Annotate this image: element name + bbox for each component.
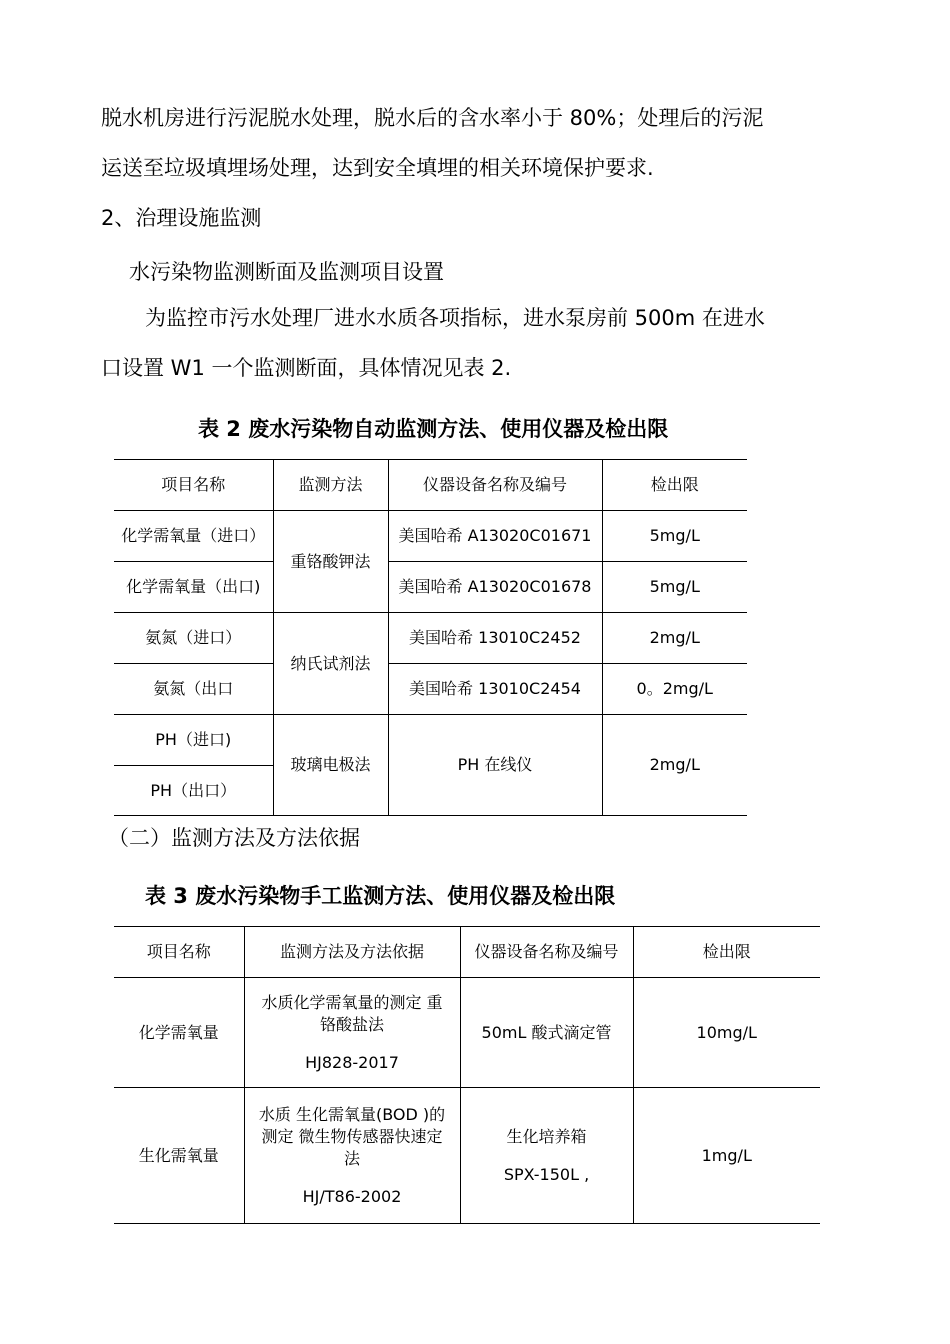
section-heading: （二）监测方法及方法依据 [108,826,360,850]
device-cell [460,978,633,1088]
table3 [114,926,820,1224]
header-cell: 项目名称 [114,927,244,978]
method-text: 水质化学需氧量的测定 重 [261,992,443,1012]
table-row [114,613,747,664]
header-cell: 项目名称 [114,460,273,511]
method-cell: 玻璃电极法 [273,715,388,816]
limit-cell: 2mg/L [602,715,747,816]
table-row [114,562,747,613]
device-text: 50mL 酸式滴定管 [481,1022,612,1042]
item-cell: 化学需氧量（出口) [114,562,273,613]
limit-cell: 10mg/L [633,978,820,1088]
header-cell: 仪器设备名称及编号 [460,927,633,978]
table2-caption: 表 2 废水污染物自动监测方法、使用仪器及检出限 [198,417,669,441]
limit-cell: 5mg/L [602,511,747,562]
device-cell: 美国哈希 A13020C01678 [388,562,602,613]
limit-cell: 2mg/L [602,613,747,664]
sub-heading: 水污染物监测断面及监测项目设置 [129,260,444,284]
item-cell: 化学需氧量 [114,978,244,1088]
section-heading: 2、治理设施监测 [101,206,262,230]
limit-cell: 0。2mg/L [602,664,747,715]
table-row [114,715,747,766]
device-model: SPX-150L , [503,1164,590,1184]
method-text: 铬酸盐法 [319,1014,384,1034]
method-standard: HJ/T86-2002 [302,1186,402,1206]
header-cell: 监测方法及方法依据 [244,927,460,978]
header-cell: 检出限 [602,460,747,511]
table-row [114,664,747,715]
paragraph-line: 口设置 W1 一个监测断面，具体情况见表 2. [101,356,512,380]
table-header-row [114,927,820,978]
paragraph-line: 运送至垃圾填埋场处理，达到安全填埋的相关环境保护要求. [101,156,654,180]
limit-cell: 5mg/L [602,562,747,613]
item-cell: 化学需氧量（进口） [114,511,273,562]
method-cell: 纳氏试剂法 [273,613,388,715]
header-cell: 监测方法 [273,460,388,511]
header-cell: 仪器设备名称及编号 [388,460,602,511]
method-cell [244,978,460,1088]
item-cell: PH（出口） [114,766,273,816]
item-cell: 氨氮（出口 [114,664,273,715]
header-cell: 检出限 [633,927,820,978]
table-row [114,978,820,1088]
device-cell: 美国哈希 13010C2454 [388,664,602,715]
paragraph-line: 脱水机房进行污泥脱水处理，脱水后的含水率小于 80%；处理后的污泥 [101,106,764,130]
method-text: 测定 微生物传感器快速定 [261,1126,443,1146]
device-text: 生化培养箱 [506,1126,587,1146]
method-cell: 重铬酸钾法 [273,511,388,613]
item-cell: 生化需氧量 [114,1088,244,1224]
item-cell: 氨氮（进口） [114,613,273,664]
table-row [114,1088,820,1224]
method-cell [244,1088,460,1224]
limit-cell: 1mg/L [633,1088,820,1224]
method-text: 水质 生化需氧量(BOD )的 [258,1104,446,1124]
device-cell: PH 在线仪 [388,715,602,816]
item-cell: PH（进口) [114,715,273,766]
method-text: 法 [343,1148,360,1168]
device-cell: 美国哈希 13010C2452 [388,613,602,664]
table3-caption: 表 3 废水污染物手工监测方法、使用仪器及检出限 [145,884,616,908]
method-standard: HJ828-2017 [305,1052,399,1072]
table-row [114,511,747,562]
device-cell: 美国哈希 A13020C01671 [388,511,602,562]
table-header-row [114,460,747,511]
table2 [114,459,747,816]
device-cell [460,1088,633,1224]
paragraph-line: 为监控市污水处理厂进水水质各项指标，进水泵房前 500m 在进水 [145,306,765,330]
